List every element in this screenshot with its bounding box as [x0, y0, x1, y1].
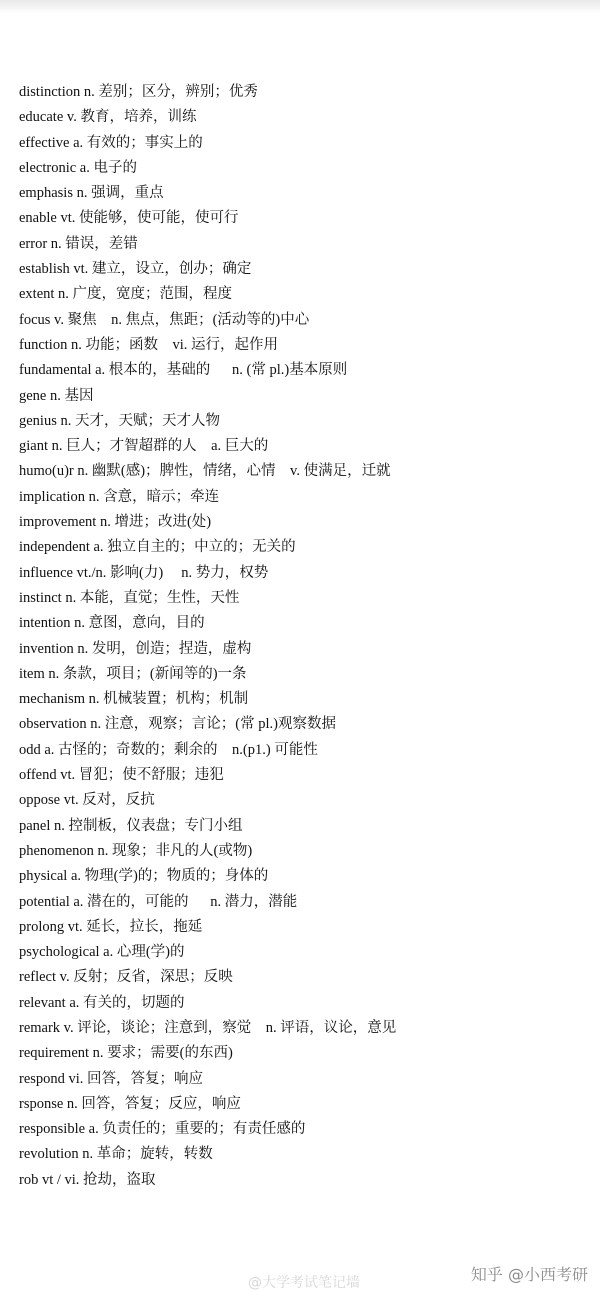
- vocab-entry: responsible a. 负责任的；重要的；有责任感的: [19, 1121, 306, 1138]
- vocab-entry: observation n. 注意，观察；言论；(常 pl.)观察数据: [19, 716, 336, 733]
- vocabulary-list: [19, 80, 594, 1193]
- vocab-entry: rsponse n. 回答，答复；反应，响应: [19, 1095, 241, 1112]
- vocab-entry: enable vt. 使能够，使可能，使可行: [19, 210, 239, 227]
- vocab-entry: reflect v. 反射；反省，深思；反映: [19, 969, 233, 986]
- vocab-entry: giant n. 巨人；才智超群的人 a. 巨大的: [19, 438, 269, 455]
- vocab-entry: psychological a. 心理(学)的: [19, 944, 185, 961]
- vocab-entry: revolution n. 革命；旋转，转数: [19, 1146, 213, 1163]
- top-shade: [0, 0, 600, 14]
- vocab-entry: genius n. 天才，天赋；天才人物: [19, 412, 220, 429]
- vocab-entry: gene n. 基因: [19, 387, 94, 404]
- vocab-entry: electronic a. 电子的: [19, 159, 137, 176]
- vocab-entry: independent a. 独立自主的；中立的；无关的: [19, 539, 296, 556]
- vocab-entry: instinct n. 本能，直觉；生性，天性: [19, 589, 240, 606]
- vocab-entry: odd a. 古怪的；奇数的；剩余的 n.(p1.) 可能性: [19, 741, 318, 758]
- vocab-entry: establish vt. 建立，设立，创办；确定: [19, 261, 252, 278]
- vocab-entry: effective a. 有效的；事实上的: [19, 134, 203, 151]
- vocab-entry: respond vi. 回答，答复；响应: [19, 1070, 204, 1087]
- vocab-entry: distinction n. 差别；区分，辨别；优秀: [19, 84, 258, 100]
- vocab-entry: potential a. 潜在的，可能的 n. 潜力，潜能: [19, 893, 298, 910]
- vocab-entry: humo(u)r n. 幽默(感)；脾性，情绪，心情 v. 使满足，迁就: [19, 463, 391, 480]
- vocab-entry: error n. 错误，差错: [19, 235, 138, 252]
- vocab-entry: function n. 功能；函数 vi. 运行，起作用: [19, 336, 278, 353]
- vocab-entry: educate v. 教育，培养，训练: [19, 109, 197, 126]
- vocab-entry: physical a. 物理(学)的；物质的；身体的: [19, 868, 269, 885]
- vocab-entry: offend vt. 冒犯；使不舒服；违犯: [19, 767, 224, 784]
- vocab-entry: implication n. 含意，暗示；牵连: [19, 488, 220, 505]
- vocab-entry: remark v. 评论，谈论；注意到，察觉 n. 评语，议论，意见: [19, 1019, 397, 1036]
- vocab-entry: intention n. 意图，意向，目的: [19, 615, 205, 632]
- vocab-entry: focus v. 聚焦 n. 焦点，焦距；(活动等的)中心: [19, 311, 310, 328]
- vocab-entry: emphasis n. 强调，重点: [19, 185, 164, 202]
- vocab-entry: influence vt./n. 影响(力) n. 势力，权势: [19, 564, 269, 581]
- weibo-watermark: @大学考试笔记墙: [248, 1275, 360, 1291]
- vocab-entry: phenomenon n. 现象；非凡的人(或物): [19, 842, 253, 859]
- vocab-entry: requirement n. 要求；需要(的东西): [19, 1045, 233, 1062]
- vocab-entry: prolong vt. 延长，拉长，拖延: [19, 918, 203, 935]
- vocab-entry: oppose vt. 反对，反抗: [19, 792, 155, 809]
- vocab-entry: panel n. 控制板，仪表盘；专门小组: [19, 817, 243, 834]
- vocab-entry: extent n. 广度，宽度；范围，程度: [19, 286, 233, 303]
- vocab-entry: item n. 条款，项目；(新闻等的)一条: [19, 665, 247, 682]
- vocab-entry: invention n. 发明，创造；捏造，虚构: [19, 640, 252, 657]
- vocab-entry: improvement n. 增进；改进(处): [19, 514, 212, 531]
- zhihu-watermark: 知乎 @小西考研: [470, 1265, 588, 1284]
- vocab-entry: fundamental a. 根本的，基础的 n. (常 pl.)基本原则: [19, 362, 348, 379]
- vocab-entry: mechanism n. 机械装置；机构；机制: [19, 691, 249, 708]
- vocab-entry: rob vt / vi. 抢劫，盗取: [19, 1171, 156, 1188]
- vocab-entry: relevant a. 有关的，切题的: [19, 994, 185, 1011]
